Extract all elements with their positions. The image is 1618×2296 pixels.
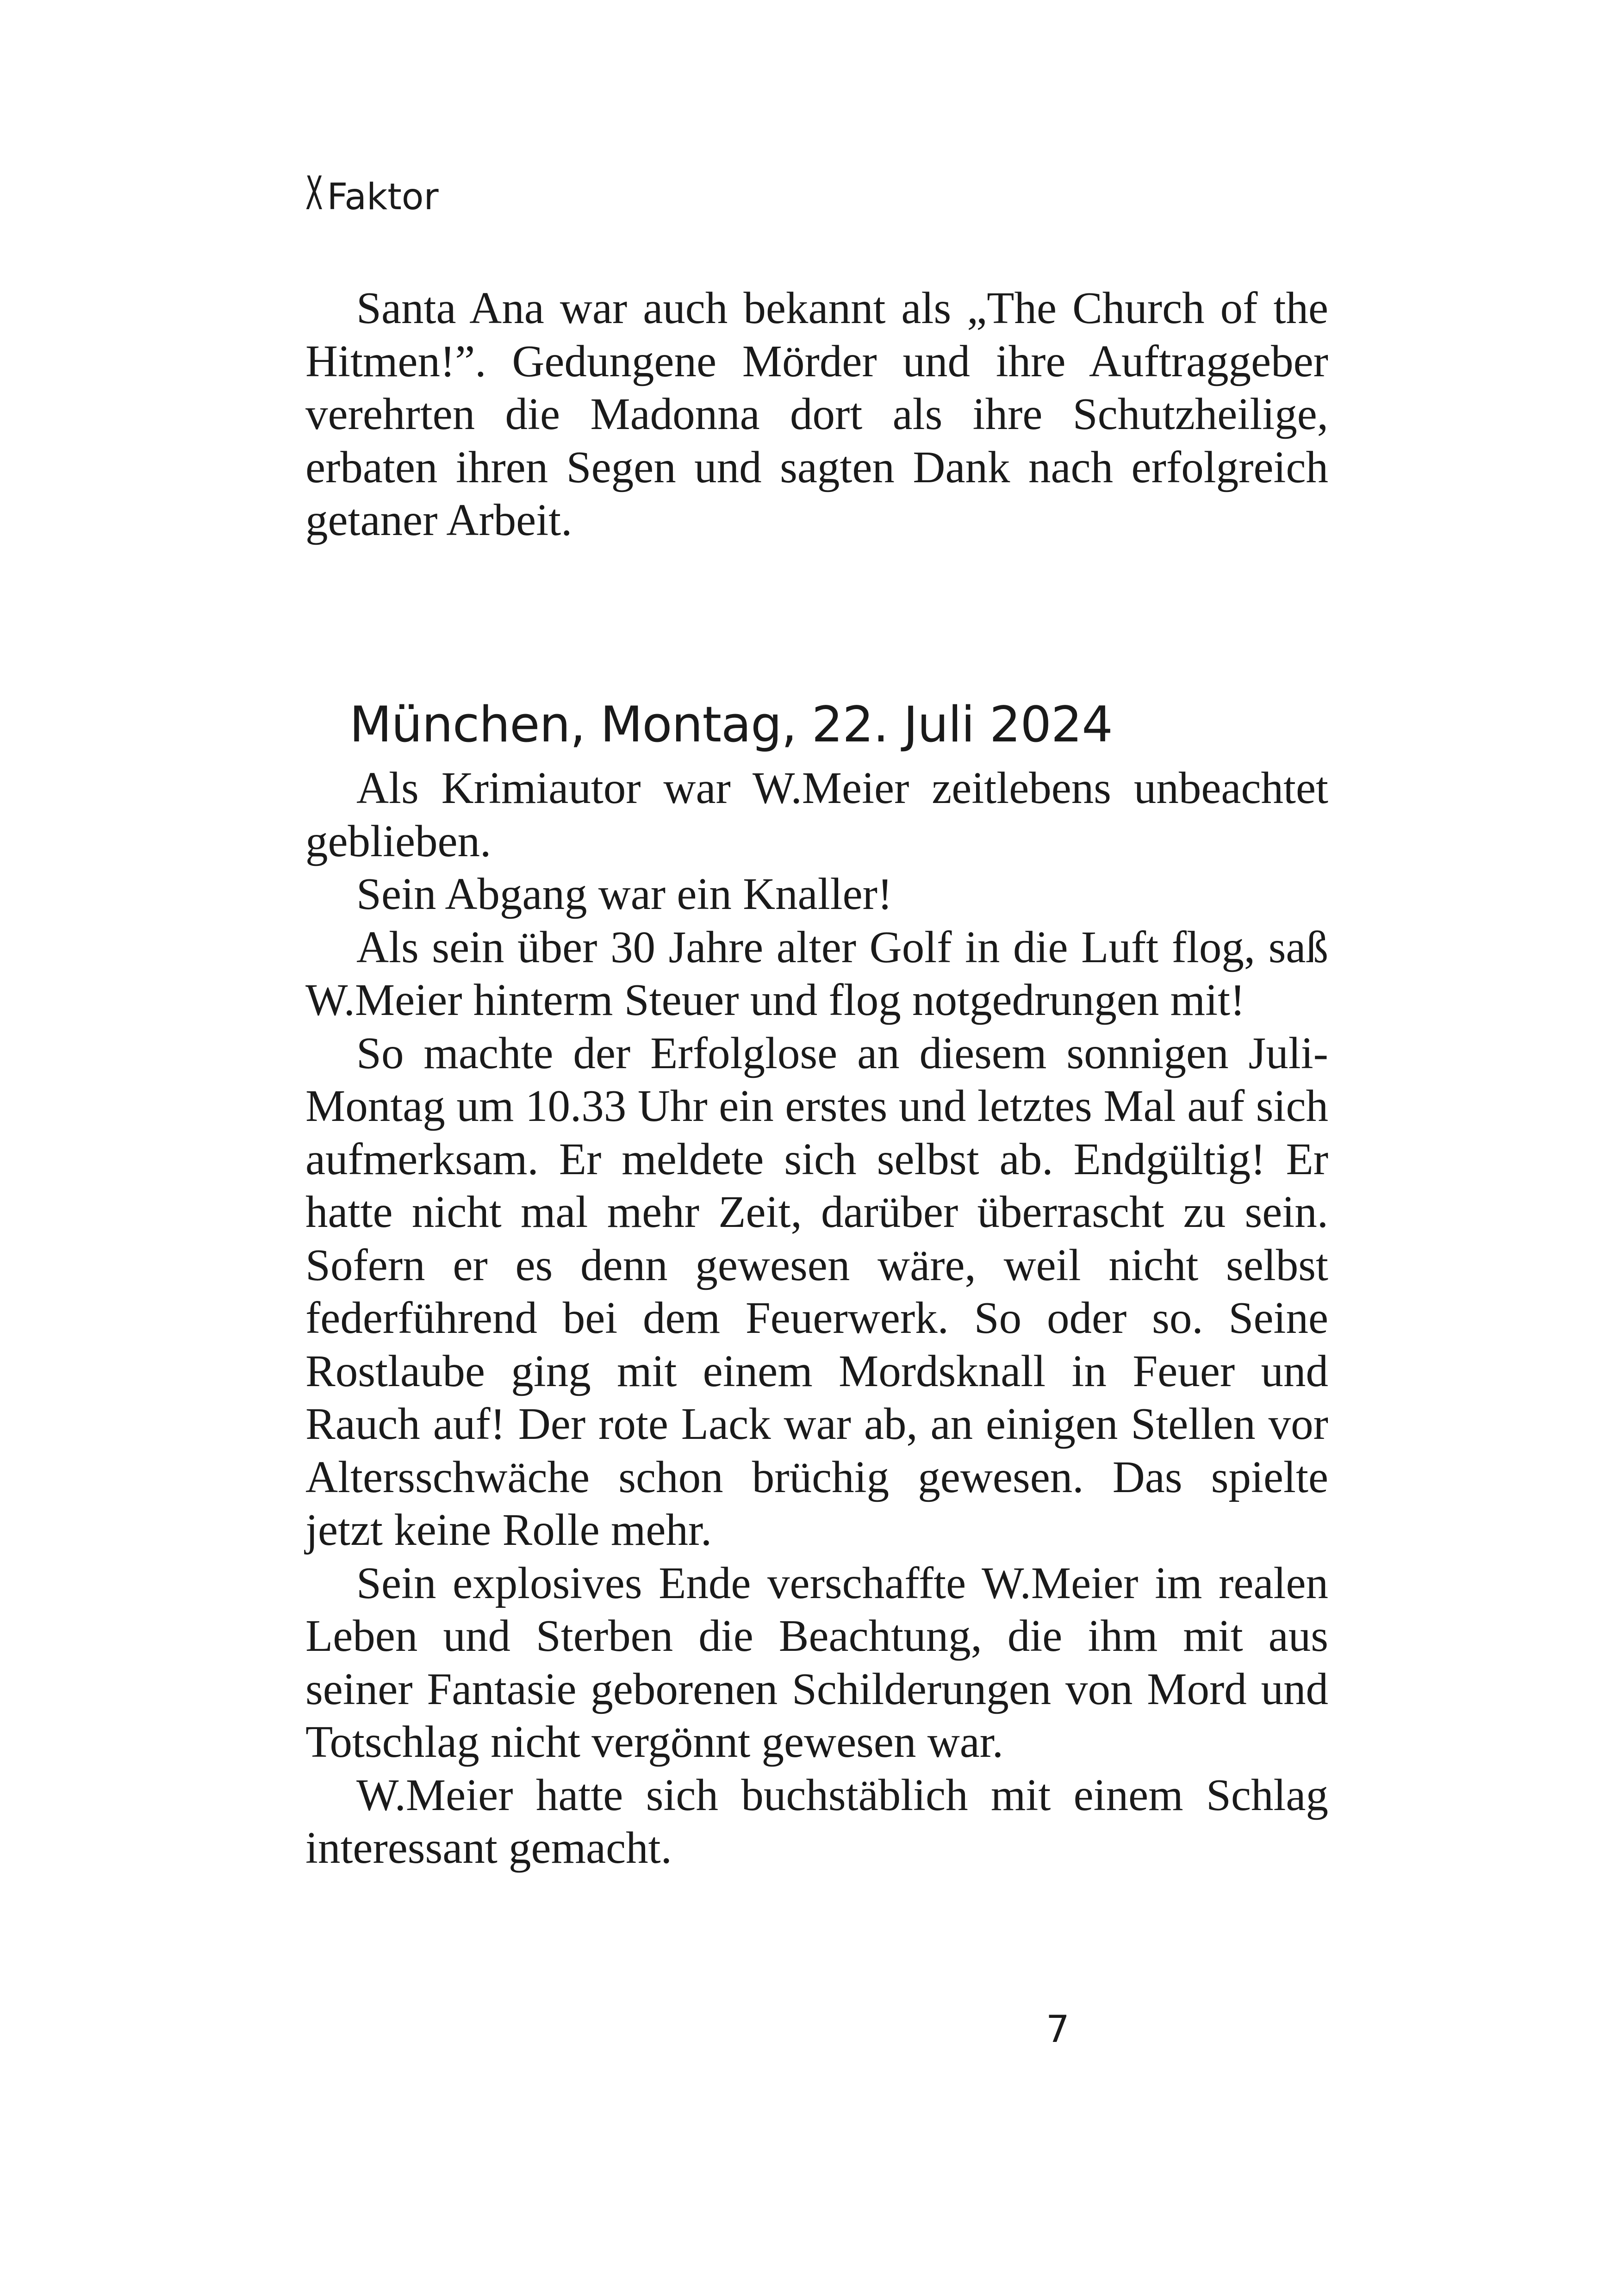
chapter-heading: München, Montag, 22. Juli 2024 <box>349 696 1113 753</box>
paragraph: Sein explosives Ende verschaffte W.Meier im realen Leben und Sterben die Beachtung, die ihm mit aus seiner Fantasie geborenen Schilderungen von Mord und Totschlag nicht vergönnt gewesen war. <box>305 1558 1328 1767</box>
running-header <box>305 166 439 220</box>
paragraph: Als sein über 30 Jahre alter Golf in die Luft flog, saß W.Meier hinterm Steuer und flog notgedrungen mit! <box>305 922 1328 1025</box>
paragraph: Sein Abgang war ein Knaller! <box>356 869 893 919</box>
paragraph: Als Krimiautor war W.Meier zeitlebens unbeachtet geblieben. <box>305 763 1328 866</box>
page-number: 7 <box>1046 2008 1070 2051</box>
paragraph: Santa Ana war auch bekannt als „The Church of the Hitmen!”. Gedungene Mörder und ihre Auftraggeber verehrten die Madonna dort als ihre Schutzheilige, erbaten ihren Segen und sagten Dank nach erfolgreich getaner Arbeit. <box>305 283 1328 545</box>
chapter-section <box>305 692 1328 1875</box>
logo-mark: X <box>305 166 323 220</box>
book-title: Faktor <box>327 176 439 218</box>
intro-section <box>305 282 1328 547</box>
paragraph: W.Meier hatte sich buchstäblich mit einem Schlag interessant gemacht. <box>305 1770 1328 1873</box>
paragraph: So machte der Erfolglose an diesem sonnigen Juli-Montag um 10.33 Uhr ein erstes und letztes Mal auf sich aufmerksam. Er meldete sich selbst ab. Endgültig! Er hatte nicht mal mehr Zeit, darüber überrascht zu sein. Sofern er es denn gewesen wäre, weil nicht selbst federführend bei dem Feuerwerk. So oder so. Seine Rostlaube ging mit einem Mordsknall in Feuer und Rauch auf! Der rote Lack war ab, an einigen Stellen vor Altersschwäche schon brüchig gewesen. Das spielte jetzt keine Rolle mehr. <box>305 1028 1328 1555</box>
